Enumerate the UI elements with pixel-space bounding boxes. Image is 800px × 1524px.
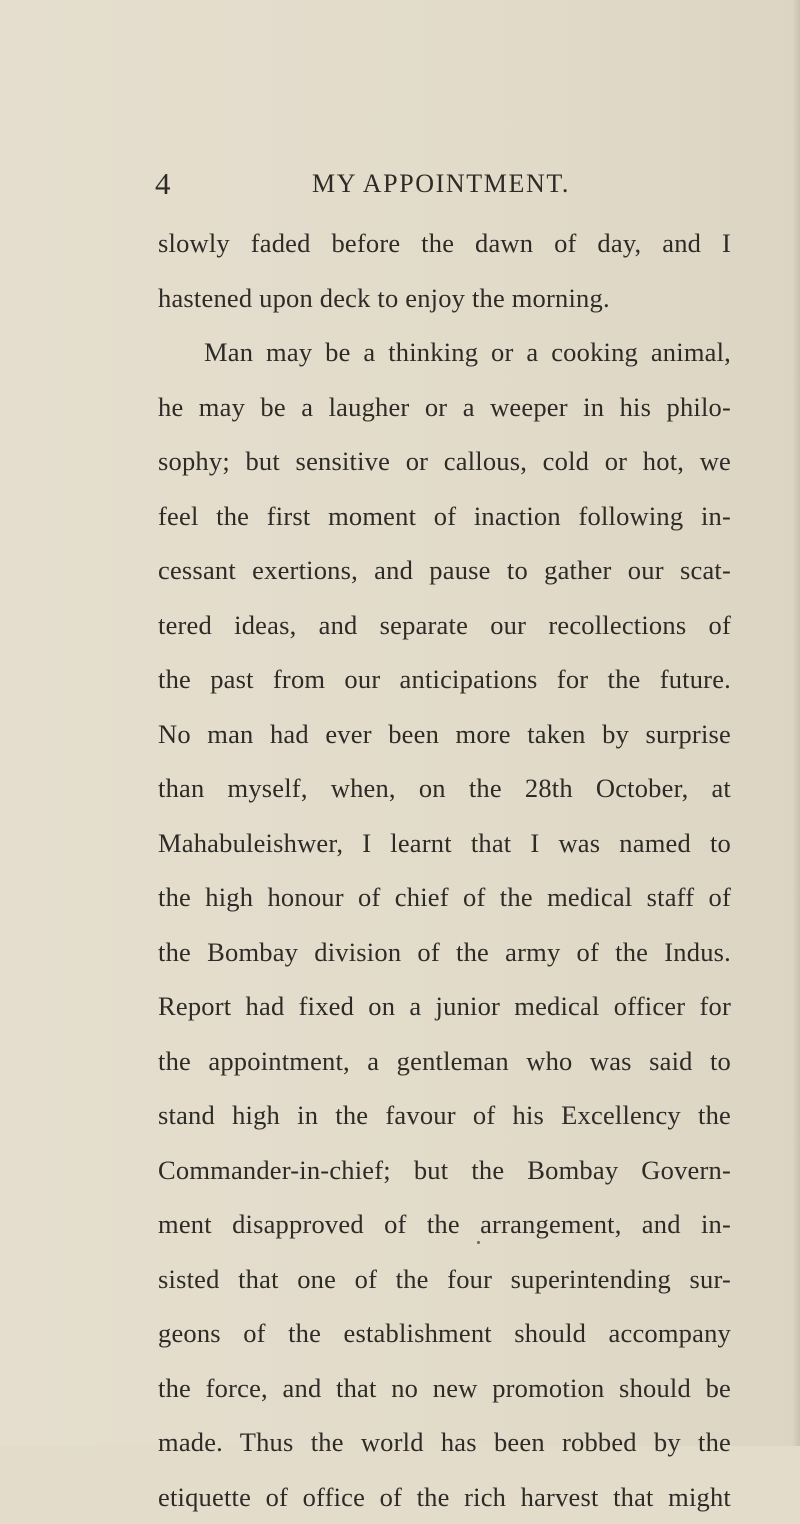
text-line: hastened upon deck to enjoy the morning. <box>158 271 731 326</box>
text-line: the Bombay division of the army of the Indus. <box>158 925 731 980</box>
text-line: etiquette of office of the rich harvest that might <box>158 1470 731 1524</box>
text-line: Mahabuleishwer, I learnt that I was named to <box>158 816 731 871</box>
text-line: geons of the establishment should accompany <box>158 1306 731 1361</box>
body-text <box>158 216 731 1524</box>
text-line: the past from our anticipations for the future. <box>158 652 731 707</box>
text-line: tered ideas, and separate our recollections of <box>158 598 731 653</box>
text-line: feel the first moment of inaction following in- <box>158 489 731 544</box>
page-edge-shadow <box>792 0 800 1446</box>
text-line: sophy; but sensitive or callous, cold or hot, we <box>158 434 731 489</box>
paragraph-start-line: Man may be a thinking or a cooking animal, <box>158 325 731 380</box>
text-line: cessant exertions, and pause to gather our scat- <box>158 543 731 598</box>
text-line: stand high in the favour of his Excellency the <box>158 1088 731 1143</box>
text-line: he may be a laugher or a weeper in his philo- <box>158 380 731 435</box>
text-line: made. Thus the world has been robbed by the <box>158 1415 731 1470</box>
page-number: 4 <box>155 160 171 208</box>
text-line: ment disapproved of the arrangement, and in- <box>158 1197 731 1252</box>
text-line: Report had fixed on a junior medical officer for <box>158 979 731 1034</box>
page-header <box>0 160 800 208</box>
text-line: Commander-in-chief; but the Bombay Govern- <box>158 1143 731 1198</box>
text-line: the high honour of chief of the medical staff of <box>158 870 731 925</box>
running-title: MY APPOINTMENT. <box>312 160 570 208</box>
text-line: the appointment, a gentleman who was said to <box>158 1034 731 1089</box>
paper-speck <box>477 1241 480 1244</box>
text-line: slowly faded before the dawn of day, and I <box>158 216 731 271</box>
text-line: No man had ever been more taken by surprise <box>158 707 731 762</box>
text-line: sisted that one of the four superintending sur- <box>158 1252 731 1307</box>
text-line: the force, and that no new promotion should be <box>158 1361 731 1416</box>
text-line: than myself, when, on the 28th October, at <box>158 761 731 816</box>
